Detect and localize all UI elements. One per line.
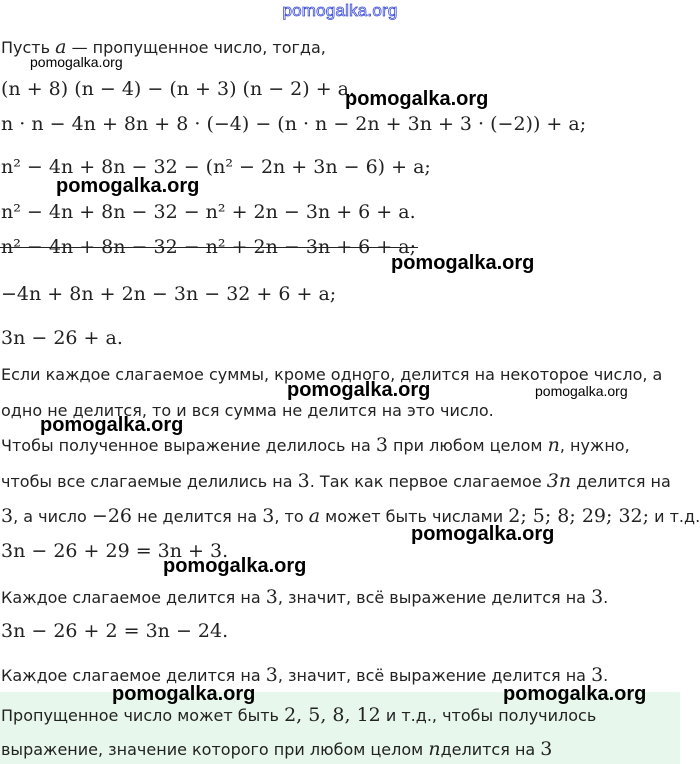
check-three: 3 [591, 664, 604, 686]
reason-three: 3 [1, 505, 14, 527]
watermark: pomogalka.org [163, 555, 307, 577]
reason-three: 3 [297, 470, 310, 492]
answer-text: делится на [440, 740, 536, 759]
reason-list: 2; 5; 8; 29; 32; [508, 505, 650, 527]
reason-text: не делится на [137, 507, 258, 526]
watermark: pomogalka.org [40, 414, 184, 436]
check-line-1: Каждое слагаемое делится на 3, значит, всё выражение делится на 3. [1, 586, 609, 608]
reason-three: 3 [375, 434, 388, 456]
reason-text: при любом целом [393, 436, 543, 455]
reason-a: a [308, 505, 321, 527]
reason-three: 3 [262, 505, 275, 527]
reason-minus26: −26 [91, 505, 133, 527]
expression-2: n · n − 4n + 8n + 8 · (−4) − (n · n − 2n + 3n + 3 · (−2)) + a; [1, 113, 587, 135]
check-text: , значит, всё выражение делится на [277, 588, 586, 607]
answer-nums: 2, 5, 8, 12 [284, 704, 381, 726]
reason-text: . Так как первое слагаемое [309, 472, 542, 491]
rule-line-1: Если каждое слагаемое суммы, кроме одного, делится на некоторое число, а [1, 365, 663, 384]
answer-line-1 [1, 704, 596, 726]
example-2: 3n − 26 + 2 = 3n − 24. [1, 620, 229, 642]
expression-5: n² − 4n + 8n − 32 − n² + 2n − 3n + 6 + a; [1, 236, 416, 258]
reason-text: , а число [13, 507, 87, 526]
intro-text-before: Пусть [1, 38, 51, 57]
reason-line-1 [1, 434, 630, 456]
answer-text: выражение, значение которого при любом целом [1, 740, 424, 759]
expression-3: n² − 4n + 8n − 32 − (n² − 2n + 3n − 6) + a; [1, 156, 431, 178]
rule-line-2: одно не делится, то и вся сумма не делится на это число. [1, 401, 494, 420]
reason-line-2 [1, 470, 671, 492]
watermark: pomogalka.org [287, 379, 431, 401]
reason-text: Чтобы полученное выражение делилось на [1, 436, 371, 455]
reason-text: делится на [576, 472, 671, 491]
check-three: 3 [591, 586, 604, 608]
reason-text: чтобы все слагаемые делились на [1, 472, 293, 491]
reason-text: может быть числами [325, 507, 504, 526]
check-text: Каждое слагаемое делится на [1, 666, 261, 685]
expression-5-cancelled [1, 236, 416, 258]
expression-6: −4n + 8n + 2n − 3n − 32 + 6 + a; [1, 283, 337, 305]
check-text: , значит, всё выражение делится на [277, 666, 586, 685]
watermark: pomogalka.org [112, 683, 256, 705]
answer-n: n [428, 738, 441, 760]
expression-4: n² − 4n + 8n − 32 − n² + 2n − 3n + 6 + a. [1, 201, 416, 223]
expression-7: 3n − 26 + a. [1, 327, 123, 349]
site-watermark-top: pomogalka.org [282, 1, 398, 20]
watermark: pomogalka.org [535, 383, 628, 399]
cancel-strike-1 [1, 236, 416, 258]
answer-text: Пропущенное число может быть [1, 706, 279, 725]
watermark: pomogalka.org [345, 88, 489, 110]
answer-text: и т.д., чтобы получилось [385, 706, 597, 725]
reason-n: n [547, 434, 560, 456]
watermark: pomogalka.org [30, 54, 123, 70]
reason-line-3 [1, 505, 700, 527]
check-line-2: Каждое слагаемое делится на 3, значит, всё выражение делится на 3. [1, 664, 609, 686]
expression-1: (n + 8) (n − 4) − (n + 3) (n − 2) + a. [1, 78, 356, 100]
reason-text: и т.д. [654, 507, 700, 526]
intro-var: a [55, 36, 67, 58]
example-1: 3n − 26 + 29 = 3n + 3. [1, 540, 229, 562]
check-text: Каждое слагаемое делится на [1, 588, 261, 607]
check-three: 3 [265, 586, 278, 608]
watermark: pomogalka.org [56, 175, 200, 197]
watermark: pomogalka.org [503, 683, 647, 705]
watermark: pomogalka.org [411, 523, 555, 545]
reason-term: 3n [546, 470, 572, 492]
watermark: pomogalka.org [391, 252, 535, 274]
answer-line-2 [1, 738, 552, 760]
intro-text-after: — пропущенное число, тогда, [71, 38, 326, 57]
check-three: 3 [265, 664, 278, 686]
answer-three: 3 [540, 738, 553, 760]
reason-text: , нужно, [559, 436, 630, 455]
reason-text: , то [274, 507, 304, 526]
